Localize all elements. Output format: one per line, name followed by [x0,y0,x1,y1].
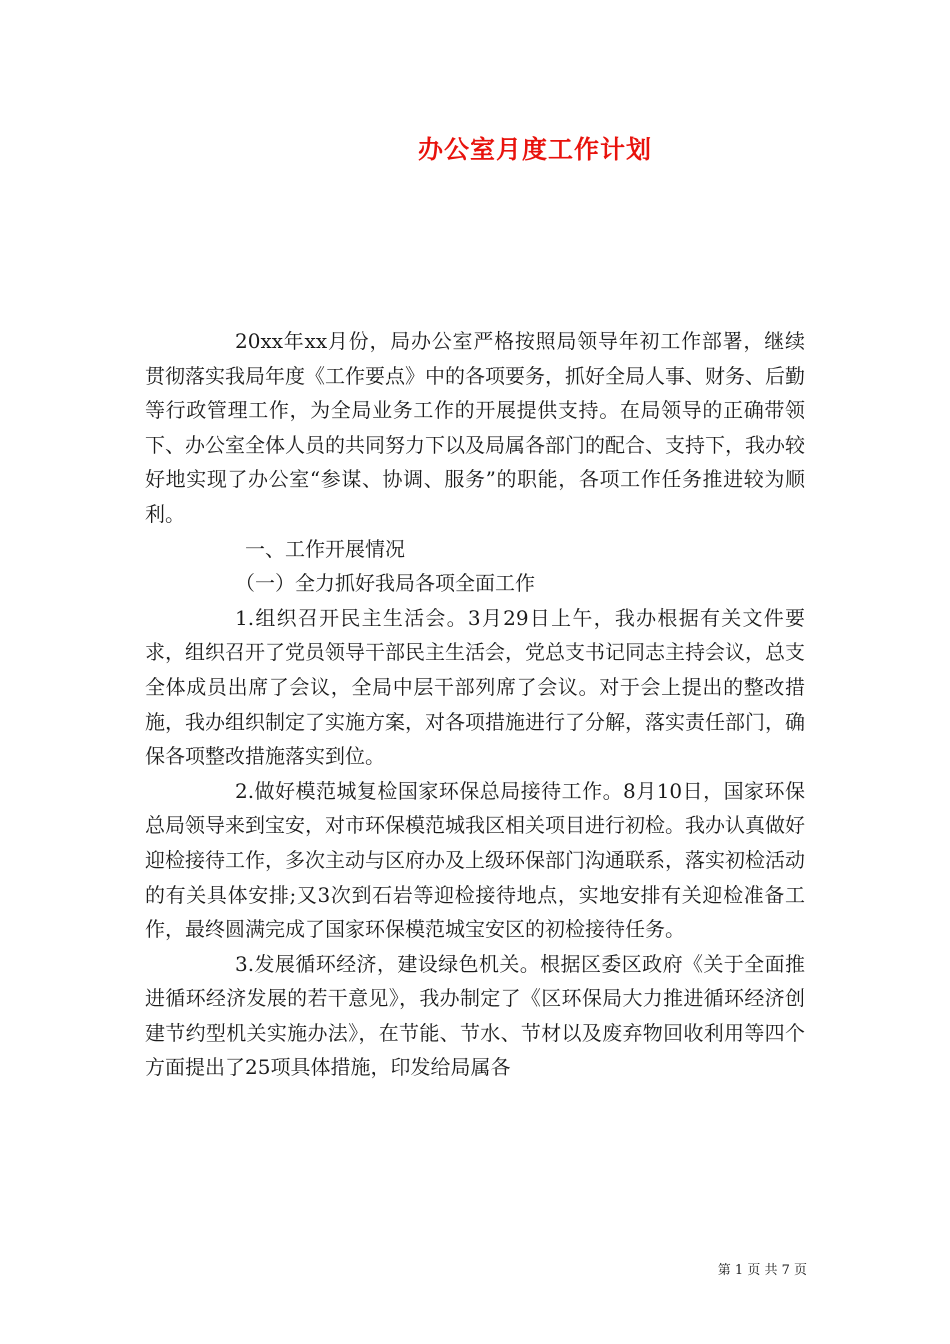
paragraph-intro: 20xx年xx月份，局办公室严格按照局领导年初工作部署，继续贯彻落实我局年度《工作要点》中的各项要务，抓好全局人事、财务、后勤等行政管理工作，为全局业务工作的开展提供支持。在局领导的正确带领下、办公室全体人员的共同努力下以及局属各部门的配合、支持下，我办较好地实现了办公室“参谋、协调、服务”的职能，各项工作任务推进较为顺利。 [145,329,805,526]
paragraph-item-2: 2.做好模范城复检国家环保总局接待工作。8月10日，国家环保总局领导来到宝安，对市环保模范城我区相关项目进行初检。我办认真做好迎检接待工作，多次主动与区府办及上级环保部门沟通联系，落实初检活动的有关具体安排;又3次到石岩等迎检接待地点，实地安排有关迎检准备工作，最终圆满完成了国家环保模范城宝安区的初检接待任务。 [145,778,805,942]
page-number-footer: 第 1 页 共 7 页 [717,1263,807,1278]
paragraph-item-3: 3.发展循环经济，建设绿色机关。根据区委区政府《关于全面推进循环经济发展的若干意见》，我办制定了《区环保局大力推进循环经济创建节约型机关实施办法》，在节能、节水、节材以及废弃物回收利用等四个方面提出了25项具体措施，印发给局属各 [145,951,805,1080]
subsection-heading: （一）全力抓好我局各项全面工作 [235,571,535,596]
document-body [145,324,805,1085]
paragraph-item-1: 1.组织召开民主生活会。3月29日上午，我办根据有关文件要求，组织召开了党员领导干部民主生活会，党总支书记同志主持会议，总支全体成员出席了会议，全局中层干部列席了会议。对于会上提出的整改措施，我办组织制定了实施方案，对各项措施进行了分解，落实责任部门，确保各项整改措施落实到位。 [145,605,805,769]
section-heading: 一、工作开展情况 [245,536,405,561]
document-title: 办公室月度工作计划 [417,135,652,164]
